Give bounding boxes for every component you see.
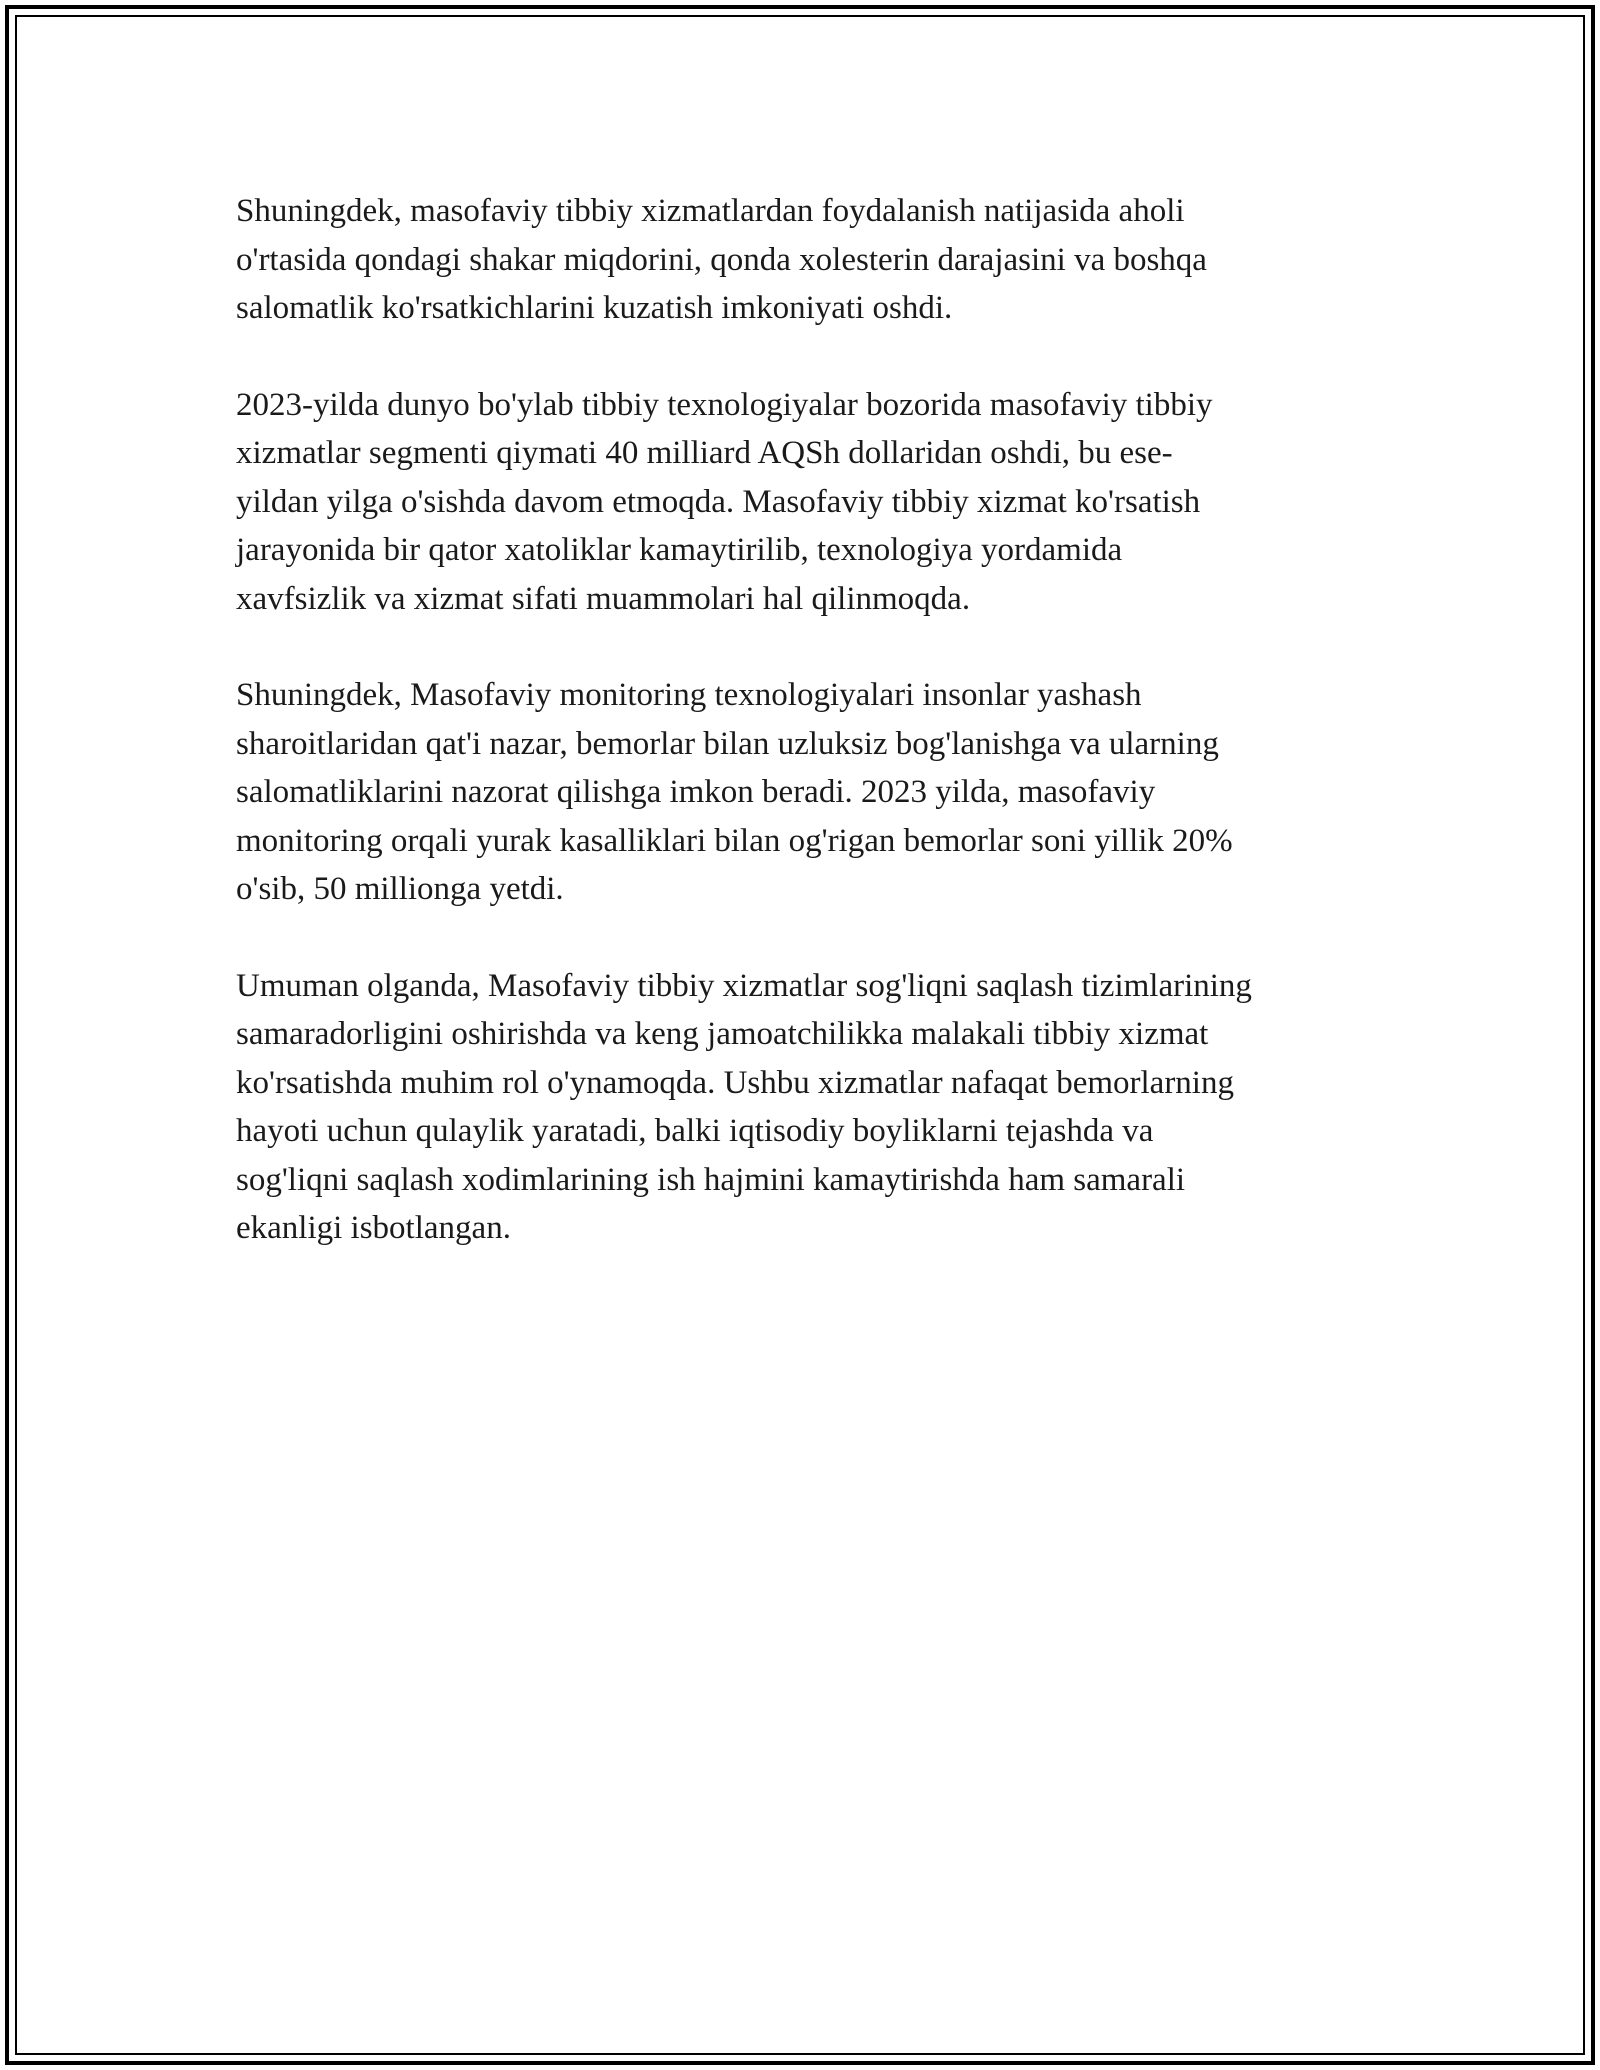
text-line: samaradorligini oshirishda va keng jamoatchilikka malakali tibbiy xizmat [236,1016,1209,1052]
text-line: yildan yilga o'sishda davom etmoqda. Masofaviy tibbiy xizmat ko'rsatish [236,483,1201,520]
text-line: 2023-yilda dunyo bo'ylab tibbiy texnologiyalar bozorida masofaviy tibbiy [236,386,1213,423]
text-line: xizmatlar segmenti qiymati 40 milliard AQSh dollaridan oshdi, bu ese- [236,435,1173,471]
text-line: salomatlik ko'rsatkichlarini kuzatish imkoniyati oshdi. [236,290,953,326]
text-line: jarayonida bir qator xatoliklar kamaytirilib, texnologiya yordamida [236,532,1123,568]
text-line: hayoti uchun qulaylik yaratadi, balki iqtisodiy boyliklarni tejashda va [236,1113,1154,1149]
text-line: Umuman olganda, Masofaviy tibbiy xizmatlar sog'liqni saqlash tizimlarining [236,967,1252,1004]
paragraph-4 [236,962,1396,1253]
paragraph-2 [236,381,1396,624]
text-line: ekanligi isbotlangan. [236,1210,511,1246]
paragraph-3 [236,671,1396,914]
text-line: Shuningdek, masofaviy tibbiy xizmatlardan foydalanish natijasida aholi [236,193,1185,229]
text-line: sog'liqni saqlash xodimlarining ish hajmini kamaytirishda ham samarali [236,1161,1186,1198]
text-line: o'sib, 50 millionga yetdi. [236,871,564,907]
text-line: sharoitlaridan qat'i nazar, bemorlar bilan uzluksiz bog'lanishga va ularning [236,725,1219,762]
paragraph-1 [236,187,1396,333]
text-line: monitoring orqali yurak kasalliklari bilan og'rigan bemorlar soni yillik 20% [236,822,1233,859]
document-body [236,187,1396,1301]
text-line: Shuningdek, Masofaviy monitoring texnologiyalari insonlar yashash [236,677,1142,713]
text-line: ko'rsatishda muhim rol o'ynamoqda. Ushbu xizmatlar nafaqat bemorlarning [236,1064,1234,1101]
text-line: o'rtasida qondagi shakar miqdorini, qonda xolesterin darajasini va boshqa [236,241,1207,278]
text-line: salomatliklarini nazorat qilishga imkon beradi. 2023 yilda, masofaviy [236,774,1156,810]
text-line: xavfsizlik va xizmat sifati muammolari hal qilinmoqda. [236,580,971,617]
